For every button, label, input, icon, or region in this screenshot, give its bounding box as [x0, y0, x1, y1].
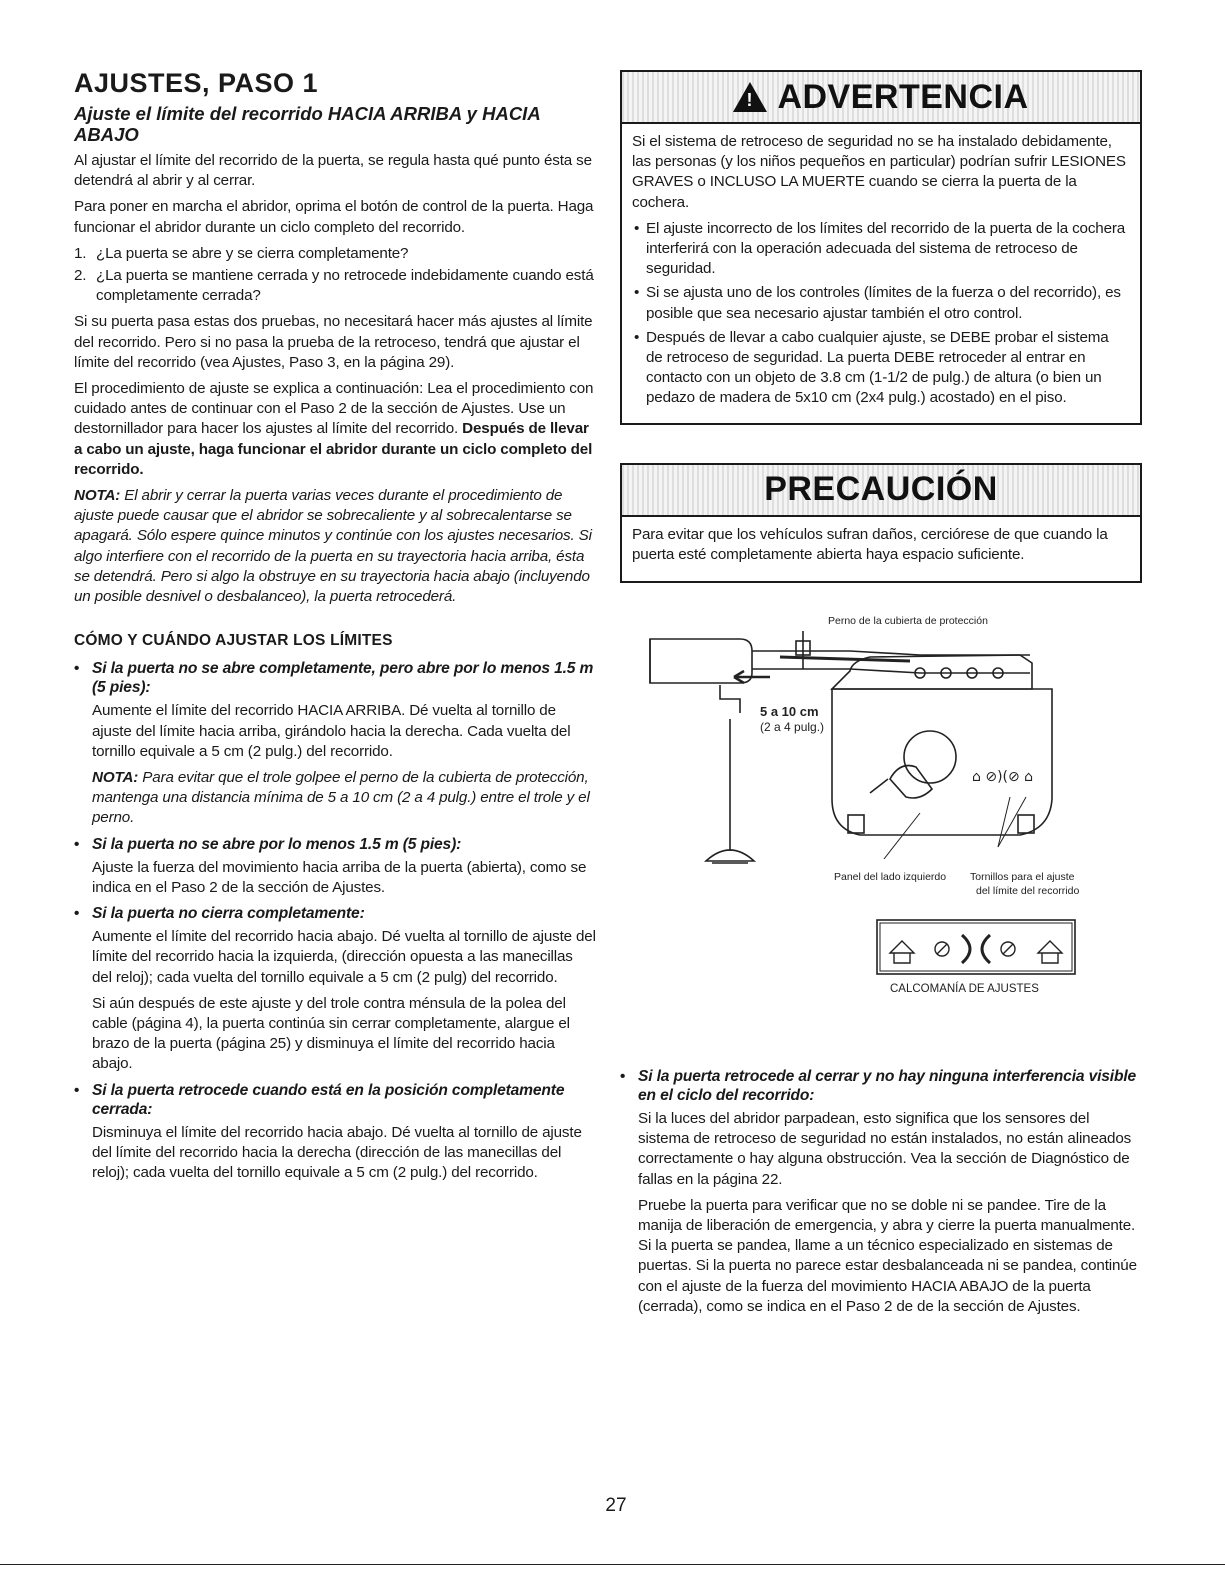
warning-body: [622, 124, 1140, 423]
note-text: Para evitar que el trole golpee el perno de la cubierta de protección, mantenga una distancia mínima de 5 a 10 cm (2 a 4 pulg.) entre el trole y el perno.: [92, 769, 590, 827]
warning-triangle-icon: [733, 82, 767, 112]
condition-body: [92, 858, 596, 898]
bullet: •: [74, 660, 80, 678]
label-decal: CALCOMANÍA DE AJUSTES: [890, 983, 1039, 996]
caution-title: PRECAUCIÓN: [764, 470, 998, 509]
step-text: ¿La puerta se mantiene cerrada y no retrocede indebidamente cuando está completamente cerrada?: [96, 267, 594, 305]
bullet: •: [74, 905, 80, 923]
light-bulb: [904, 731, 956, 783]
condition-heading: Si la puerta retrocede cuando está en la posición completamente cerrada:: [92, 1081, 565, 1118]
opener-drawing: [620, 629, 1142, 929]
pass-paragraph: Si su puerta pasa estas dos pruebas, no necesitará hacer más ajustes al límite del recorrido. Pero si no pasa la prueba de la retroceso, tendrá que ajustar el límite del recorrido (vea Ajustes, Paso 3, en la página 29).: [74, 313, 593, 371]
opener-body: [832, 689, 1052, 835]
warning-item: [632, 328, 1126, 409]
warning-item-text: El ajuste incorrecto de los límites del recorrido de la puerta de la cochera interferirá con la operación adecuada del sistema de retroceso de seguridad.: [646, 219, 1126, 278]
adjustment-decal: [876, 919, 1076, 975]
condition-paragraph: Si la luces del abridor parpadean, esto significa que los sensores del sistema de retroceso de seguridad no están instalados, no están alineados correctamente o hay alguna obstrucción. Vea la sección de Diagnóstico de fallas en la página 22.: [638, 1110, 1132, 1188]
condition-item: [74, 904, 596, 1074]
warning-box: [620, 70, 1142, 425]
caution-text: Para evitar que los vehículos sufran daños, cerciórese de que cuando la puerta esté completamente abierta haya espacio suficiente.: [632, 525, 1108, 563]
condition-heading: Si la puerta retrocede al cerrar y no hay ninguna interferencia visible en el ciclo del recorrido:: [638, 1068, 1137, 1105]
note-paragraph: [74, 486, 596, 607]
test-step: [74, 266, 596, 306]
caution-body: [622, 517, 1140, 581]
condition-paragraph: Aumente el límite del recorrido HACIA ARRIBA. Dé vuelta al tornillo de ajuste del límite hacia arriba, girándolo hacia la derecha. Cada vuelta del tornillo equivale a 5 cm (2 pulg.) del recorrido.: [92, 702, 571, 760]
opener-top: [832, 655, 1032, 689]
page-subtitle: Ajuste el límite del recorrido HACIA ARRIBA y HACIA ABAJO: [74, 103, 540, 145]
opener-diagram: [620, 609, 1142, 1029]
note-label: NOTA:: [92, 769, 139, 787]
caution-box: [620, 463, 1142, 583]
warning-header: [622, 72, 1140, 124]
page-title: AJUSTES, PASO 1: [74, 68, 319, 98]
bottom-rule: [0, 1564, 1225, 1565]
label-distance-in: (2 a 4 pulg.): [760, 720, 825, 735]
rail-top: [752, 651, 1030, 655]
condition-item: [74, 1081, 596, 1184]
label-left-panel: Panel del lado izquierdo: [834, 871, 947, 884]
condition-paragraph: Disminuya el límite del recorrido hacia abajo. Dé vuelta al tornillo de ajuste del límite del recorrido hacia la derecha (dirección de las manecillas del reloj); cada vuelta del tornillo equivale a 5 cm (2 pulg.) del recorrido.: [92, 1123, 582, 1181]
left-column: [74, 68, 596, 1189]
condition-body: [92, 701, 596, 828]
left-body: [74, 151, 596, 1183]
condition-paragraph: Si aún después de este ajuste y del trole contra ménsula de la polea del cable (página 4), la puerta continúa sin cerrar completamente, alargue el brazo de la puerta (página 25) y disminuya el límite del recorrido hacia abajo.: [92, 994, 570, 1073]
intro-paragraph-2: Para poner en marcha el abridor, oprima el botón de control de la puerta. Haga funcionar el abridor durante un ciclo completo del recorrido.: [74, 198, 594, 236]
condition-item: [74, 659, 596, 828]
warning-item: [632, 283, 1126, 323]
warning-item-text: Si se ajusta uno de los controles (límites de la fuerza o del recorrido), es posible que sea necesario ajustar también el otro control.: [646, 284, 1121, 322]
condition-paragraph: Aumente el límite del recorrido hacia abajo. Dé vuelta al tornillo de ajuste del límite del recorrido hacia la izquierda, (dirección opuesta a las manecillas del reloj); cada vuelta del tornillo equivale a 5 cm (2 pulg) del recorrido.: [92, 928, 596, 986]
label-distance-cm: 5 a 10 cm: [760, 704, 819, 720]
test-steps-list: [74, 244, 596, 307]
warning-title: ADVERTENCIA: [777, 77, 1029, 116]
condition-item: [74, 835, 596, 898]
label-screws-line2: del límite del recorrido: [976, 885, 1080, 898]
step-number: 1.: [74, 244, 87, 262]
warning-title-row: [733, 78, 1028, 117]
label-cover-bolt: Perno de la cubierta de protección: [828, 615, 988, 628]
procedure-paragraph: [74, 379, 596, 480]
procedure-text: El procedimiento de ajuste se explica a continuación: Lea el procedimiento con cuidado antes de continuar con el Paso 2 de la sección de Ajustes. Use un destornillador para hacer los ajustes al límite del recorrido.: [74, 380, 594, 438]
page-number: 27: [605, 1495, 627, 1516]
bullet: •: [74, 1081, 80, 1099]
warning-list: [632, 219, 1126, 409]
intro-paragraph-1: Al ajustar el límite del recorrido de la puerta, se regula hasta qué punto ésta se detendrá al abrir y al cerrar.: [74, 152, 592, 190]
condition-body: [92, 1123, 596, 1184]
rail-bottom: [752, 669, 1030, 673]
svg-text:⌂ ⊘)(⊘ ⌂: ⌂ ⊘)(⊘ ⌂: [972, 769, 1034, 786]
note-label: NOTA:: [74, 487, 121, 505]
bullet: •: [620, 1068, 626, 1086]
condition-item: [620, 1067, 1142, 1317]
step-text: ¿La puerta se abre y se cierra completamente?: [96, 244, 409, 262]
warning-item: [632, 219, 1126, 280]
bullet: •: [634, 284, 640, 302]
condition-body: [92, 927, 596, 1074]
bullet: •: [74, 835, 80, 853]
procedure-bold-text: Después de llevar a cabo un ajuste, haga funcionar el abridor durante un ciclo completo del recorrido.: [74, 420, 593, 478]
warning-item-text: Después de llevar a cabo cualquier ajuste, se DEBE probar el sistema de retroceso de seguridad. La puerta DEBE retroceder al entrar en contacto con un objeto de 3.8 cm (1-1/2 de pulg.) de altura (o bien un pedazo de madera de 5x10 cm (2x4 pulg.) acostado) en el piso.: [646, 328, 1109, 407]
warning-intro: Si el sistema de retroceso de seguridad no se ha instalado debidamente, las personas (y los niños pequeños en particular) podrían sufrir LESIONES GRAVES o INCLUSO LA MUERTE cuando se cierra la puerta de la cochera.: [632, 133, 1126, 211]
bullet: •: [634, 219, 640, 237]
condition-paragraph: Ajuste la fuerza del movimiento hacia arriba de la puerta (abierta), como se indica en el Paso 2 de la sección de Ajustes.: [92, 858, 587, 896]
condition-heading: Si la puerta no se abre por lo menos 1.5 m (5 pies):: [92, 835, 462, 853]
step-number: 2.: [74, 267, 87, 285]
condition-heading: Si la puerta no se abre completamente, pero abre por lo menos 1.5 m (5 pies):: [92, 660, 594, 697]
section-heading: CÓMO Y CUÁNDO AJUSTAR LOS LÍMITES: [74, 632, 393, 650]
condition-note: [92, 768, 596, 829]
condition-body: [638, 1109, 1142, 1317]
label-screws-line1: Tornillos para el ajuste: [970, 871, 1075, 884]
note-text: El abrir y cerrar la puerta varias veces durante el procedimiento de ajuste puede causar que el abridor se sobrecaliente y al sobrecalentarse se apagará. Sólo espere quince minutos y continúe con los ajustes necesarios. Si algo interfiere con el recorrido de la puerta en su trayectoria hacia arriba, ésta se detendrá. Pero si algo la obstruye en su trayectoria hacia abajo (incluyendo un posible desnivel o desbalanceo), la puerta retrocederá.: [74, 487, 592, 606]
right-condition: [620, 1067, 1142, 1317]
right-column: [620, 70, 1142, 1323]
test-step: [74, 244, 596, 264]
condition-paragraph: Pruebe la puerta para verificar que no se doble ni se pandee. Tire de la manija de liberación de emergencia, y abra y cierre la puerta manualmente. Si la puerta se pandea, llame a un técnico especializado en sistemas de puertas. Si la puerta no parece estar desbalanceada ni se pandea, continúe con el ajuste de la fuerza del movimiento HACIA ABAJO de la puerta (cerrada), como se indica en el Paso 2 de de la sección de Ajustes.: [638, 1196, 1137, 1315]
condition-heading: Si la puerta no cierra completamente:: [92, 905, 365, 923]
bullet: •: [634, 328, 640, 346]
warning-exclamation: !: [746, 90, 753, 110]
caution-header: [622, 465, 1140, 517]
